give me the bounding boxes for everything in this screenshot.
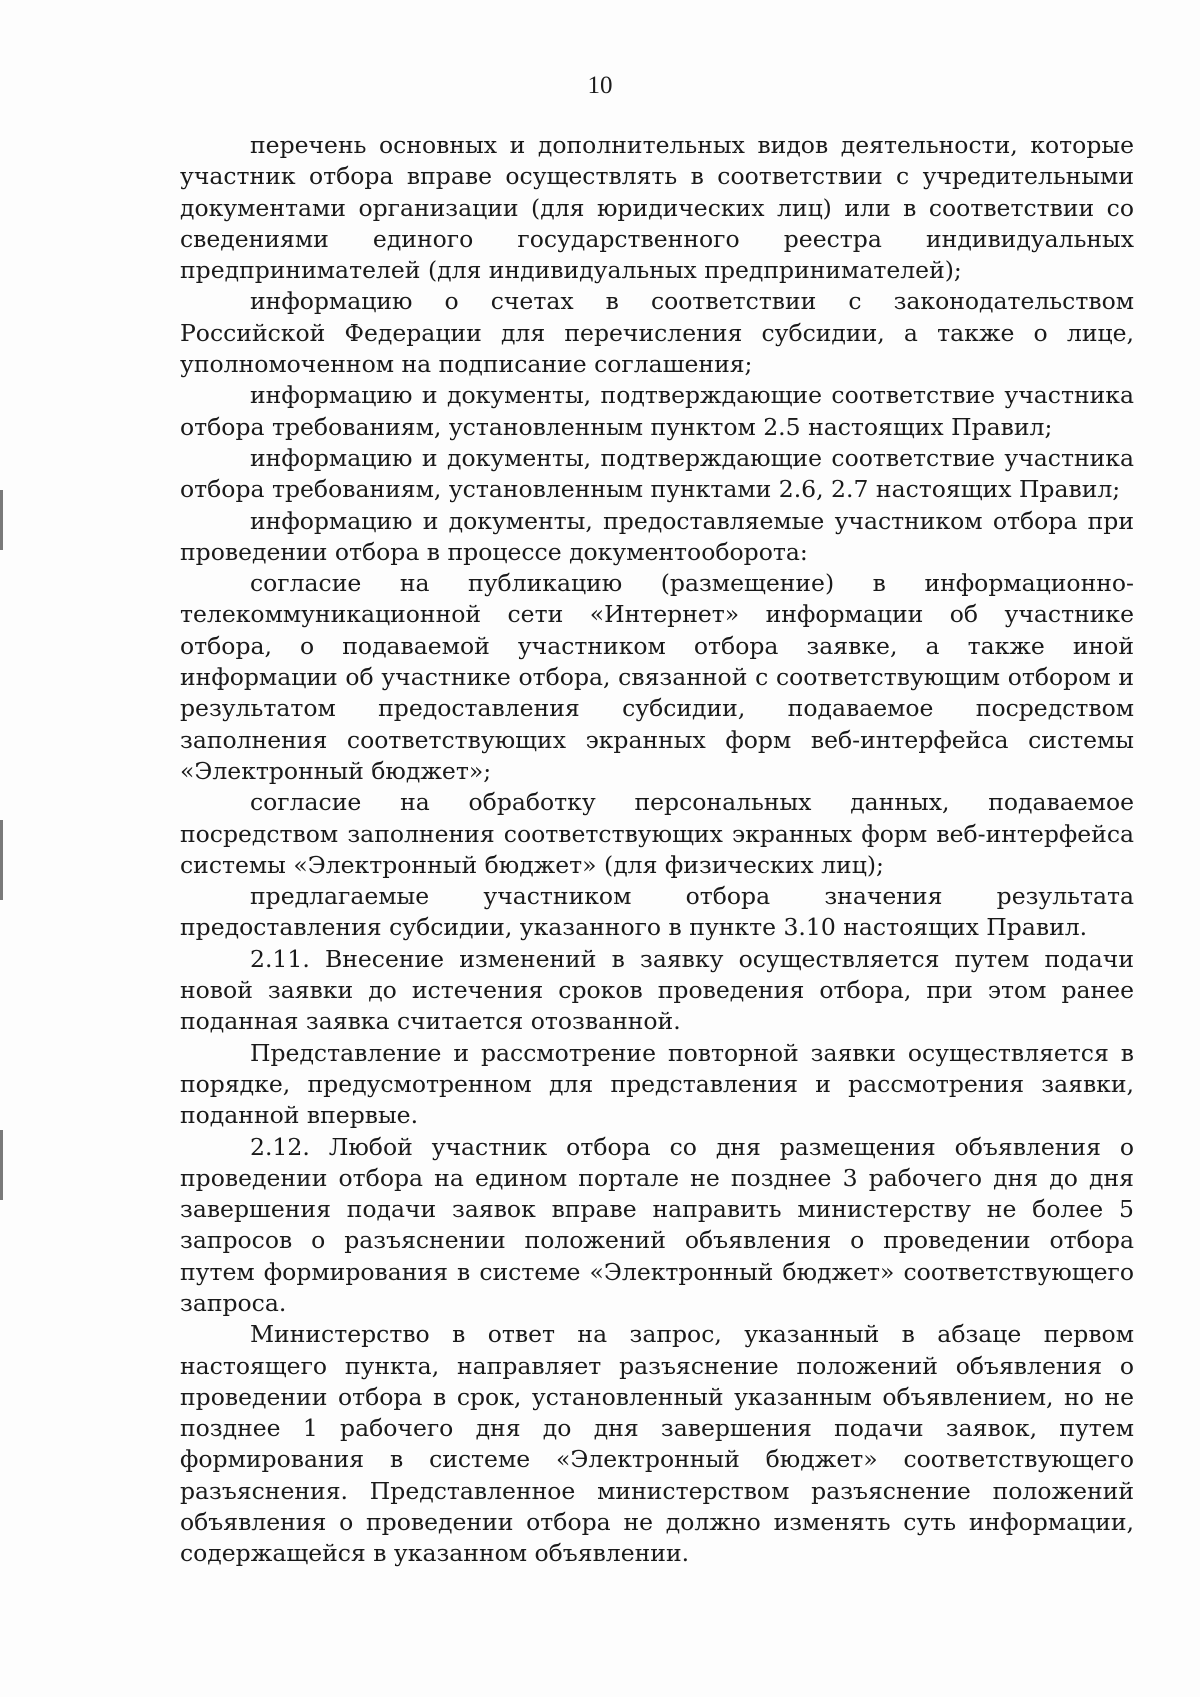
scan-edge-mark xyxy=(0,820,3,900)
paragraph: информацию и документы, подтверждающие соответствие участника отбора требованиям, установленным пунктами 2.6, 2.7 настоящих Правил; xyxy=(180,443,1134,504)
paragraph: Министерство в ответ на запрос, указанный в абзаце первом настоящего пункта, направляет разъяснение положений объявления о проведении отбора в срок, установленный указанным объявлением, но не позднее 1 рабочего дня до дня завершения подачи заявок, путем формирования в системе «Электронный бюджет» соответствующего разъяснения. Представленное министерством разъяснение положений объявления о проведении отбора не должно изменять суть информации, содержащейся в указанном объявлении. xyxy=(180,1320,1134,1568)
paragraph-clause-2-11: 2.11. Внесение изменений в заявку осуществляется путем подачи новой заявки до истечения сроков проведения отбора, при этом ранее поданная заявка считается отозванной. xyxy=(180,944,1134,1036)
paragraph: перечень основных и дополнительных видов деятельности, которые участник отбора вправе осуществлять в соответствии с учредительными документами организации (для юридических лиц) или в соответствии со сведениями единого государственного реестра индивидуальных предпринимателей (для индивидуальных предпринимателей); xyxy=(180,131,1134,285)
scan-edge-mark xyxy=(0,1130,3,1200)
paragraph: Представление и рассмотрение повторной заявки осуществляется в порядке, предусмотренном для представления и рассмотрения заявки, поданной впервые. xyxy=(180,1038,1134,1130)
paragraph: предлагаемые участником отбора значения результата предоставления субсидии, указанного в пункте 3.10 настоящих Правил. xyxy=(180,882,1134,942)
scan-edge-mark xyxy=(0,490,3,550)
paragraph: информацию и документы, подтверждающие соответствие участника отбора требованиям, установленным пунктом 2.5 настоящих Правил; xyxy=(180,381,1134,441)
paragraph: информацию о счетах в соответствии с законодательством Российской Федерации для перечисления субсидии, а также о лице, уполномоченном на подписание соглашения; xyxy=(180,287,1134,379)
page-number: 10 xyxy=(587,72,613,99)
paragraph: информацию и документы, предоставляемые участником отбора при проведении отбора в процессе документооборота: xyxy=(180,506,1134,566)
paragraph: согласие на публикацию (размещение) в информационно-телекоммуникационной сети «Интернет» информации об участнике отбора, о подаваемой участником отбора заявке, а также иной информации об участнике отбора, связанной с соответствующим отбором и результатом предоставления субсидии, подаваемое посредством заполнения соответствующих экранных форм веб-интерфейса системы «Электронный бюджет»; xyxy=(180,569,1134,785)
document-body xyxy=(180,130,1134,1570)
paragraph-clause-2-12: 2.12. Любой участник отбора со дня размещения объявления о проведении отбора на едином портале не позднее 3 рабочего дня до дня завершения подачи заявок вправе направить министерству не более 5 запросов о разъяснении положений объявления о проведении отбора путем формирования в системе «Электронный бюджет» соответствующего запроса. xyxy=(180,1132,1134,1317)
paragraph: согласие на обработку персональных данных, подаваемое посредством заполнения соответствующих экранных форм веб-интерфейса системы «Электронный бюджет» (для физических лиц); xyxy=(180,788,1134,879)
